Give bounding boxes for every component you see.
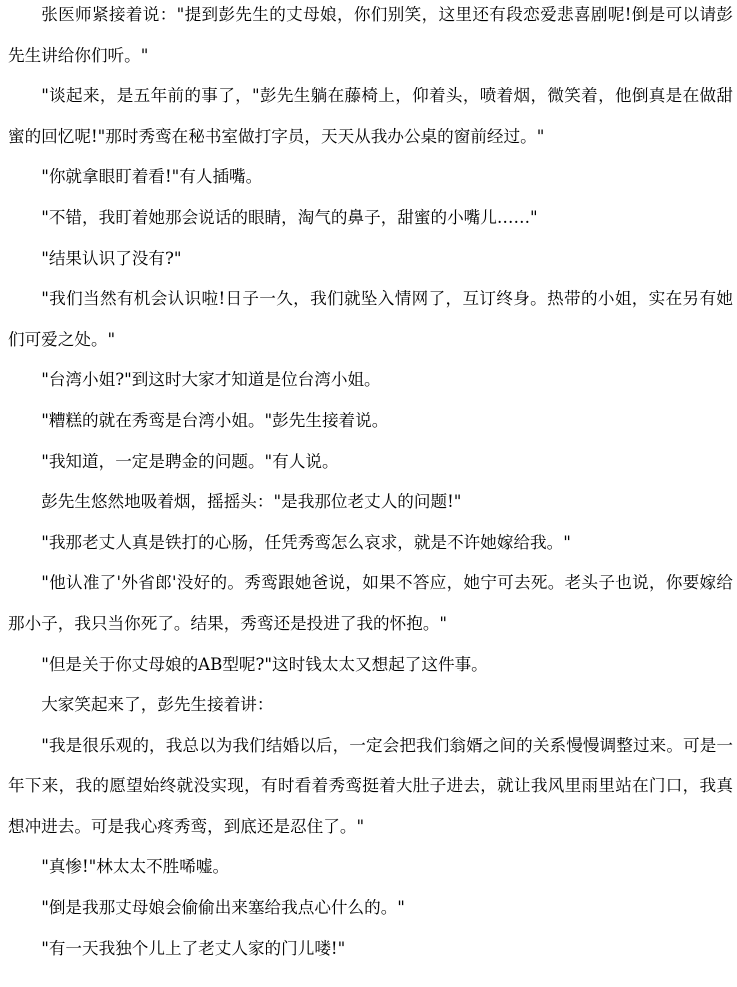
paragraph: "我那老丈人真是铁打的心肠，任凭秀鸾怎么哀求，就是不许她嫁给我。" (41, 532, 571, 552)
paragraph: "结果认识了没有?" (41, 248, 182, 268)
paragraph: "我们当然有机会认识啦!日子一久，我们就坠入情网了，互订终身。热带的小姐，实在另有她们可爱之处。" (8, 289, 733, 349)
paragraph: 彭先生悠然地吸着烟，摇摇头："是我那位老丈人的问题!" (41, 492, 462, 512)
paragraph: "倒是我那丈母娘会偷偷出来塞给我点心什么的。" (41, 898, 405, 918)
paragraph: "真惨!"林太太不胜唏嘘。 (41, 857, 230, 877)
paragraph: "他认准了'外省郎'没好的。秀鸾跟她爸说，如果不答应，她宁可去死。老头子也说，你要嫁给那小子，我只当你死了。结果，秀鸾还是投进了我的怀抱。" (8, 573, 733, 633)
paragraph: "台湾小姐?"到这时大家才知道是位台湾小姐。 (41, 370, 381, 390)
paragraph: "你就拿眼盯着看!"有人插嘴。 (41, 167, 263, 187)
paragraph: 大家笑起来了，彭先生接着讲： (41, 695, 274, 715)
paragraph: "我知道，一定是聘金的问题。"有人说。 (41, 451, 339, 471)
paragraph: "谈起来，是五年前的事了，"彭先生躺在藤椅上，仰着头，喷着烟，微笑着，他倒真是在做甜蜜的回忆呢!"那时秀鸾在秘书室做打字员，天天从我办公桌的窗前经过。" (8, 86, 733, 146)
paragraph: "但是关于你丈母娘的AB型呢?"这时钱太太又想起了这件事。 (41, 654, 488, 674)
paragraph: "我是很乐观的，我总以为我们结婚以后，一定会把我们翁婿之间的关系慢慢调整过来。可是一年下来，我的愿望始终就没实现，有时看着秀鸾挺着大肚子进去，就让我风里雨里站在门口，我真想冲进去。可是我心疼秀鸾，到底还是忍住了。" (8, 735, 733, 836)
paragraph: 张医师紧接着说："提到彭先生的丈母娘，你们别笑，这里还有段恋爱悲喜剧呢!倒是可以请彭先生讲给你们听。" (8, 5, 733, 65)
paragraph: "不错，我盯着她那会说话的眼睛，淘气的鼻子，甜蜜的小嘴儿……" (41, 207, 538, 227)
paragraph: "有一天我独个儿上了老丈人家的门儿喽!" (41, 938, 346, 958)
paragraph: "糟糕的就在秀鸾是台湾小姐。"彭先生接着说。 (41, 410, 389, 430)
